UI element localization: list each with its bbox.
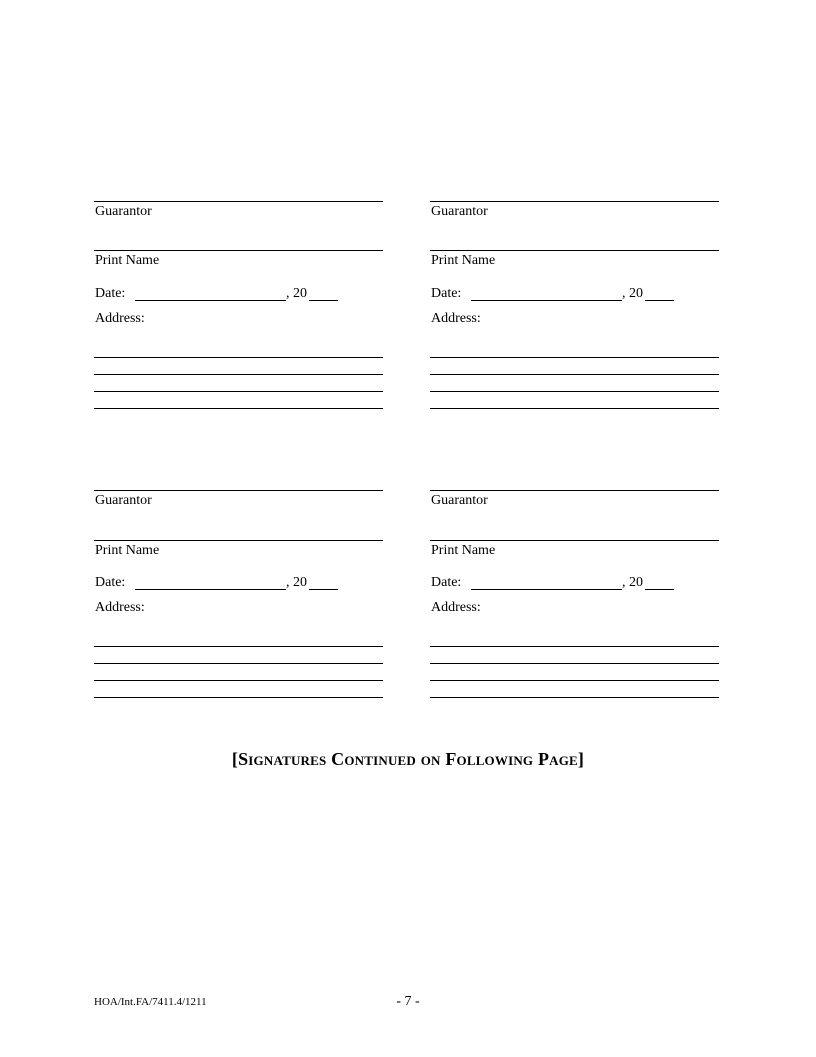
signatures-continued-heading — [0, 748, 816, 770]
signature-label: Guarantor — [431, 493, 488, 508]
date-line[interactable] — [135, 589, 286, 590]
guarantor-block-1 — [94, 200, 383, 440]
date-label: Date: — [95, 575, 126, 590]
year-line[interactable] — [645, 589, 674, 590]
open-bracket: [ — [231, 749, 239, 769]
print-name-line[interactable] — [94, 540, 383, 541]
heading-word-page: Page — [537, 749, 578, 769]
signature-line[interactable] — [94, 201, 383, 202]
signature-line[interactable] — [430, 490, 719, 491]
address-line-3[interactable] — [94, 680, 383, 681]
address-line-4[interactable] — [430, 697, 719, 698]
year-prefix: , 20 — [286, 575, 307, 590]
address-line-3[interactable] — [430, 391, 719, 392]
print-name-line[interactable] — [94, 250, 383, 251]
signature-line[interactable] — [430, 201, 719, 202]
document-id: HOA/Int.FA/7411.4/1211 — [94, 996, 207, 1008]
date-line[interactable] — [135, 300, 286, 301]
heading-word-signatures: Signatures — [238, 749, 327, 769]
heading-word-continued: Continued — [331, 749, 416, 769]
print-name-line[interactable] — [430, 540, 719, 541]
signature-label: Guarantor — [431, 204, 488, 219]
address-line-1[interactable] — [94, 646, 383, 647]
address-label: Address: — [95, 600, 145, 615]
print-name-label: Print Name — [431, 253, 496, 268]
address-line-4[interactable] — [94, 408, 383, 409]
print-name-label: Print Name — [431, 543, 496, 558]
heading-word-following: Following — [445, 749, 534, 769]
guarantor-block-2 — [430, 200, 719, 440]
address-line-2[interactable] — [430, 663, 719, 664]
address-line-2[interactable] — [94, 374, 383, 375]
year-prefix: , 20 — [622, 575, 643, 590]
date-label: Date: — [431, 286, 462, 301]
signature-label: Guarantor — [95, 204, 152, 219]
date-line[interactable] — [471, 589, 622, 590]
date-label: Date: — [95, 286, 126, 301]
address-line-1[interactable] — [94, 357, 383, 358]
address-label: Address: — [431, 600, 481, 615]
address-line-2[interactable] — [94, 663, 383, 664]
date-label: Date: — [431, 575, 462, 590]
guarantor-block-3 — [94, 489, 383, 729]
address-line-4[interactable] — [94, 697, 383, 698]
guarantor-block-4 — [430, 489, 719, 729]
address-line-1[interactable] — [430, 646, 719, 647]
address-line-2[interactable] — [430, 374, 719, 375]
date-line[interactable] — [471, 300, 622, 301]
year-prefix: , 20 — [286, 286, 307, 301]
print-name-label: Print Name — [95, 543, 160, 558]
year-line[interactable] — [309, 589, 338, 590]
address-line-3[interactable] — [430, 680, 719, 681]
year-prefix: , 20 — [622, 286, 643, 301]
address-line-3[interactable] — [94, 391, 383, 392]
print-name-label: Print Name — [95, 253, 160, 268]
address-label: Address: — [95, 311, 145, 326]
year-line[interactable] — [309, 300, 338, 301]
signature-line[interactable] — [94, 490, 383, 491]
address-line-1[interactable] — [430, 357, 719, 358]
address-label: Address: — [431, 311, 481, 326]
year-line[interactable] — [645, 300, 674, 301]
signature-label: Guarantor — [95, 493, 152, 508]
close-bracket: ] — [577, 749, 585, 769]
print-name-line[interactable] — [430, 250, 719, 251]
page-number: - 7 - — [396, 994, 420, 1009]
address-line-4[interactable] — [430, 408, 719, 409]
heading-word-on: on — [420, 749, 441, 769]
